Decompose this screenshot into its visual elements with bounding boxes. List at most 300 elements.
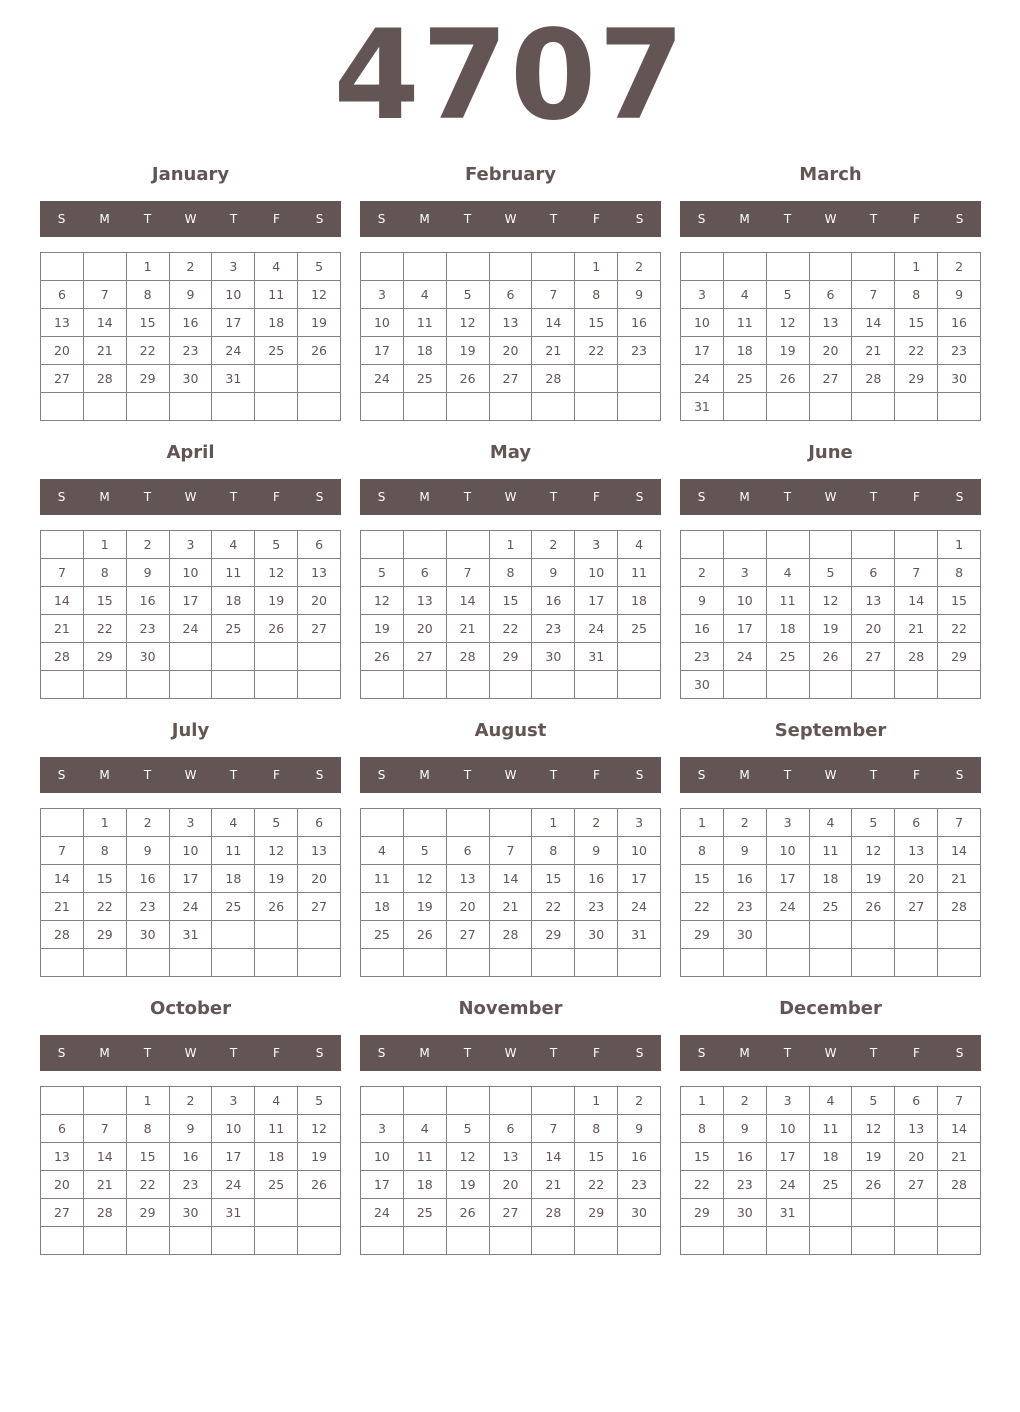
empty-cell bbox=[618, 671, 661, 699]
day-grid bbox=[680, 252, 981, 421]
weekday-label: M bbox=[739, 1046, 750, 1060]
empty-cell bbox=[490, 253, 533, 281]
weekday-header bbox=[360, 757, 661, 793]
weekday-label: T bbox=[229, 490, 238, 504]
empty-cell bbox=[84, 253, 127, 281]
day-cell: 8 bbox=[895, 281, 938, 309]
day-cell: 6 bbox=[810, 281, 853, 309]
day-cell: 14 bbox=[532, 309, 575, 337]
day-cell: 30 bbox=[170, 365, 213, 393]
empty-cell bbox=[532, 949, 575, 977]
day-cell: 31 bbox=[170, 921, 213, 949]
day-cell: 13 bbox=[490, 1143, 533, 1171]
day-cell: 2 bbox=[681, 559, 724, 587]
empty-cell bbox=[84, 949, 127, 977]
weekday-label: S bbox=[635, 768, 644, 782]
weekday-label: M bbox=[419, 212, 430, 226]
day-cell: 30 bbox=[681, 671, 724, 699]
day-cell: 2 bbox=[127, 531, 170, 559]
day-cell: 6 bbox=[41, 1115, 84, 1143]
weekday-label: F bbox=[913, 768, 920, 782]
day-cell: 13 bbox=[41, 1143, 84, 1171]
day-cell: 6 bbox=[895, 1087, 938, 1115]
weekday-label: T bbox=[549, 1046, 558, 1060]
day-cell: 11 bbox=[212, 559, 255, 587]
weekday-label: F bbox=[273, 490, 280, 504]
day-cell: 25 bbox=[810, 1171, 853, 1199]
empty-cell bbox=[681, 531, 724, 559]
day-cell: 27 bbox=[298, 615, 341, 643]
day-cell: 12 bbox=[298, 281, 341, 309]
day-cell: 19 bbox=[361, 615, 404, 643]
day-cell: 3 bbox=[170, 531, 213, 559]
weekday-label: S bbox=[697, 768, 706, 782]
day-cell: 1 bbox=[490, 531, 533, 559]
day-cell: 10 bbox=[361, 309, 404, 337]
empty-cell bbox=[532, 1227, 575, 1255]
empty-cell bbox=[532, 393, 575, 421]
day-cell: 6 bbox=[41, 281, 84, 309]
day-cell: 17 bbox=[212, 1143, 255, 1171]
day-cell: 8 bbox=[127, 281, 170, 309]
empty-cell bbox=[767, 531, 810, 559]
weekday-label: S bbox=[315, 212, 324, 226]
empty-cell bbox=[895, 393, 938, 421]
day-cell: 5 bbox=[852, 1087, 895, 1115]
day-cell: 8 bbox=[532, 837, 575, 865]
day-cell: 17 bbox=[618, 865, 661, 893]
day-cell: 19 bbox=[404, 893, 447, 921]
weekday-label: T bbox=[869, 212, 878, 226]
day-cell: 24 bbox=[767, 893, 810, 921]
day-cell: 16 bbox=[532, 587, 575, 615]
weekday-label: T bbox=[463, 1046, 472, 1060]
weekday-label: S bbox=[635, 490, 644, 504]
day-cell: 5 bbox=[447, 281, 490, 309]
day-cell: 11 bbox=[618, 559, 661, 587]
weekday-label: S bbox=[377, 768, 386, 782]
day-cell: 20 bbox=[490, 337, 533, 365]
empty-cell bbox=[212, 393, 255, 421]
day-cell: 8 bbox=[84, 837, 127, 865]
empty-cell bbox=[810, 531, 853, 559]
day-cell: 28 bbox=[938, 893, 981, 921]
empty-cell bbox=[532, 671, 575, 699]
day-cell: 27 bbox=[298, 893, 341, 921]
day-cell: 30 bbox=[575, 921, 618, 949]
weekday-label: T bbox=[229, 1046, 238, 1060]
weekday-label: W bbox=[184, 490, 197, 504]
weekday-label: S bbox=[955, 1046, 964, 1060]
day-cell: 30 bbox=[127, 921, 170, 949]
day-cell: 3 bbox=[212, 1087, 255, 1115]
day-cell: 29 bbox=[938, 643, 981, 671]
day-cell: 4 bbox=[404, 281, 447, 309]
empty-cell bbox=[724, 393, 767, 421]
day-cell: 19 bbox=[852, 865, 895, 893]
day-cell: 26 bbox=[298, 1171, 341, 1199]
day-cell: 13 bbox=[895, 837, 938, 865]
weekday-label: T bbox=[463, 490, 472, 504]
weekday-header bbox=[40, 201, 341, 237]
day-cell: 26 bbox=[404, 921, 447, 949]
day-grid bbox=[360, 252, 661, 421]
empty-cell bbox=[490, 393, 533, 421]
weekday-label: S bbox=[635, 212, 644, 226]
day-cell: 4 bbox=[810, 809, 853, 837]
day-cell: 1 bbox=[681, 809, 724, 837]
empty-cell bbox=[255, 365, 298, 393]
day-cell: 22 bbox=[681, 1171, 724, 1199]
month-name: November bbox=[458, 998, 563, 1019]
day-cell: 18 bbox=[404, 1171, 447, 1199]
day-cell: 5 bbox=[255, 809, 298, 837]
day-cell: 22 bbox=[532, 893, 575, 921]
weekday-header bbox=[680, 1035, 981, 1071]
empty-cell bbox=[767, 949, 810, 977]
day-grid bbox=[40, 808, 341, 977]
day-cell: 11 bbox=[255, 281, 298, 309]
day-cell: 16 bbox=[170, 1143, 213, 1171]
day-cell: 14 bbox=[852, 309, 895, 337]
empty-cell bbox=[127, 949, 170, 977]
day-cell: 2 bbox=[127, 809, 170, 837]
empty-cell bbox=[852, 921, 895, 949]
day-cell: 15 bbox=[127, 309, 170, 337]
day-cell: 10 bbox=[212, 281, 255, 309]
day-cell: 4 bbox=[618, 531, 661, 559]
day-cell: 1 bbox=[84, 809, 127, 837]
empty-cell bbox=[532, 1087, 575, 1115]
day-cell: 12 bbox=[298, 1115, 341, 1143]
day-cell: 23 bbox=[618, 337, 661, 365]
day-cell: 1 bbox=[532, 809, 575, 837]
day-cell: 22 bbox=[84, 615, 127, 643]
empty-cell bbox=[895, 1227, 938, 1255]
day-grid bbox=[40, 252, 341, 421]
day-cell: 13 bbox=[490, 309, 533, 337]
day-cell: 11 bbox=[361, 865, 404, 893]
weekday-label: T bbox=[869, 1046, 878, 1060]
day-cell: 8 bbox=[84, 559, 127, 587]
day-cell: 7 bbox=[532, 281, 575, 309]
day-cell: 14 bbox=[41, 865, 84, 893]
weekday-label: F bbox=[593, 1046, 600, 1060]
day-cell: 4 bbox=[404, 1115, 447, 1143]
empty-cell bbox=[724, 949, 767, 977]
empty-cell bbox=[938, 393, 981, 421]
day-cell: 29 bbox=[895, 365, 938, 393]
day-cell: 26 bbox=[447, 365, 490, 393]
empty-cell bbox=[852, 393, 895, 421]
day-cell: 18 bbox=[618, 587, 661, 615]
day-cell: 5 bbox=[810, 559, 853, 587]
day-cell: 25 bbox=[212, 893, 255, 921]
empty-cell bbox=[724, 531, 767, 559]
day-cell: 27 bbox=[447, 921, 490, 949]
day-cell: 2 bbox=[724, 1087, 767, 1115]
weekday-label: S bbox=[377, 212, 386, 226]
day-cell: 31 bbox=[681, 393, 724, 421]
day-cell: 3 bbox=[767, 1087, 810, 1115]
day-cell: 25 bbox=[255, 1171, 298, 1199]
empty-cell bbox=[618, 1227, 661, 1255]
month-name: July bbox=[171, 720, 210, 741]
empty-cell bbox=[490, 949, 533, 977]
weekday-header bbox=[360, 201, 661, 237]
day-cell: 18 bbox=[767, 615, 810, 643]
day-cell: 9 bbox=[170, 281, 213, 309]
day-cell: 9 bbox=[575, 837, 618, 865]
empty-cell bbox=[852, 949, 895, 977]
day-cell: 23 bbox=[618, 1171, 661, 1199]
day-cell: 26 bbox=[447, 1199, 490, 1227]
day-cell: 15 bbox=[681, 865, 724, 893]
day-cell: 15 bbox=[490, 587, 533, 615]
empty-cell bbox=[41, 531, 84, 559]
weekday-label: T bbox=[869, 490, 878, 504]
day-cell: 12 bbox=[404, 865, 447, 893]
day-cell: 31 bbox=[575, 643, 618, 671]
day-cell: 14 bbox=[84, 1143, 127, 1171]
day-cell: 24 bbox=[618, 893, 661, 921]
day-cell: 1 bbox=[575, 253, 618, 281]
day-cell: 19 bbox=[767, 337, 810, 365]
day-cell: 17 bbox=[767, 865, 810, 893]
day-cell: 10 bbox=[170, 837, 213, 865]
empty-cell bbox=[767, 1227, 810, 1255]
day-cell: 15 bbox=[938, 587, 981, 615]
day-cell: 2 bbox=[170, 1087, 213, 1115]
weekday-label: T bbox=[143, 768, 152, 782]
day-cell: 22 bbox=[938, 615, 981, 643]
day-cell: 30 bbox=[724, 921, 767, 949]
weekday-label: T bbox=[549, 768, 558, 782]
weekday-label: F bbox=[273, 1046, 280, 1060]
day-cell: 26 bbox=[852, 893, 895, 921]
empty-cell bbox=[41, 1227, 84, 1255]
day-cell: 24 bbox=[212, 1171, 255, 1199]
day-cell: 23 bbox=[127, 893, 170, 921]
day-cell: 28 bbox=[490, 921, 533, 949]
day-cell: 13 bbox=[404, 587, 447, 615]
day-cell: 8 bbox=[681, 1115, 724, 1143]
weekday-label: S bbox=[635, 1046, 644, 1060]
weekday-label: T bbox=[143, 1046, 152, 1060]
day-cell: 24 bbox=[767, 1171, 810, 1199]
day-cell: 20 bbox=[447, 893, 490, 921]
day-cell: 23 bbox=[170, 1171, 213, 1199]
day-cell: 27 bbox=[895, 893, 938, 921]
day-cell: 8 bbox=[490, 559, 533, 587]
day-cell: 19 bbox=[447, 337, 490, 365]
day-cell: 10 bbox=[212, 1115, 255, 1143]
day-cell: 19 bbox=[810, 615, 853, 643]
day-cell: 16 bbox=[618, 1143, 661, 1171]
day-cell: 24 bbox=[361, 1199, 404, 1227]
day-cell: 20 bbox=[298, 865, 341, 893]
weekday-label: T bbox=[463, 768, 472, 782]
empty-cell bbox=[41, 949, 84, 977]
empty-cell bbox=[810, 1227, 853, 1255]
empty-cell bbox=[41, 253, 84, 281]
day-cell: 19 bbox=[447, 1171, 490, 1199]
weekday-label: M bbox=[739, 212, 750, 226]
empty-cell bbox=[361, 1087, 404, 1115]
empty-cell bbox=[404, 253, 447, 281]
empty-cell bbox=[41, 1087, 84, 1115]
day-cell: 3 bbox=[170, 809, 213, 837]
day-cell: 16 bbox=[575, 865, 618, 893]
day-cell: 5 bbox=[361, 559, 404, 587]
day-cell: 10 bbox=[170, 559, 213, 587]
empty-cell bbox=[255, 671, 298, 699]
weekday-label: M bbox=[739, 490, 750, 504]
day-cell: 30 bbox=[618, 1199, 661, 1227]
weekday-label: W bbox=[824, 212, 837, 226]
day-cell: 25 bbox=[618, 615, 661, 643]
empty-cell bbox=[447, 809, 490, 837]
empty-cell bbox=[895, 531, 938, 559]
day-cell: 17 bbox=[212, 309, 255, 337]
day-cell: 12 bbox=[361, 587, 404, 615]
day-cell: 14 bbox=[938, 837, 981, 865]
empty-cell bbox=[84, 393, 127, 421]
day-cell: 22 bbox=[895, 337, 938, 365]
day-cell: 27 bbox=[852, 643, 895, 671]
day-cell: 27 bbox=[490, 365, 533, 393]
day-grid bbox=[360, 1086, 661, 1255]
day-cell: 8 bbox=[575, 1115, 618, 1143]
day-cell: 25 bbox=[724, 365, 767, 393]
day-cell: 22 bbox=[490, 615, 533, 643]
day-cell: 2 bbox=[575, 809, 618, 837]
empty-cell bbox=[212, 1227, 255, 1255]
weekday-label: T bbox=[549, 490, 558, 504]
day-cell: 18 bbox=[404, 337, 447, 365]
day-cell: 18 bbox=[724, 337, 767, 365]
day-cell: 9 bbox=[127, 559, 170, 587]
empty-cell bbox=[575, 671, 618, 699]
weekday-label: M bbox=[739, 768, 750, 782]
day-cell: 25 bbox=[404, 365, 447, 393]
day-cell: 26 bbox=[255, 893, 298, 921]
day-cell: 5 bbox=[404, 837, 447, 865]
day-cell: 11 bbox=[810, 1115, 853, 1143]
day-cell: 14 bbox=[41, 587, 84, 615]
weekday-label: W bbox=[504, 212, 517, 226]
empty-cell bbox=[810, 253, 853, 281]
day-cell: 10 bbox=[575, 559, 618, 587]
day-grid bbox=[360, 808, 661, 977]
day-cell: 29 bbox=[127, 1199, 170, 1227]
weekday-label: S bbox=[57, 1046, 66, 1060]
weekday-label: W bbox=[824, 490, 837, 504]
weekday-label: T bbox=[783, 212, 792, 226]
day-cell: 25 bbox=[255, 337, 298, 365]
weekday-label: F bbox=[913, 1046, 920, 1060]
empty-cell bbox=[490, 809, 533, 837]
day-cell: 9 bbox=[724, 1115, 767, 1143]
day-cell: 4 bbox=[724, 281, 767, 309]
day-cell: 6 bbox=[490, 281, 533, 309]
weekday-label: S bbox=[955, 212, 964, 226]
day-cell: 18 bbox=[255, 1143, 298, 1171]
empty-cell bbox=[298, 365, 341, 393]
day-cell: 29 bbox=[84, 643, 127, 671]
weekday-label: T bbox=[783, 1046, 792, 1060]
day-cell: 26 bbox=[852, 1171, 895, 1199]
day-cell: 1 bbox=[127, 253, 170, 281]
day-cell: 27 bbox=[895, 1171, 938, 1199]
day-cell: 4 bbox=[810, 1087, 853, 1115]
empty-cell bbox=[404, 949, 447, 977]
weekday-label: W bbox=[184, 1046, 197, 1060]
weekday-label: S bbox=[315, 1046, 324, 1060]
day-cell: 19 bbox=[255, 587, 298, 615]
empty-cell bbox=[447, 1227, 490, 1255]
day-cell: 29 bbox=[681, 1199, 724, 1227]
empty-cell bbox=[810, 949, 853, 977]
day-cell: 28 bbox=[41, 921, 84, 949]
weekday-header bbox=[680, 757, 981, 793]
weekday-label: T bbox=[783, 768, 792, 782]
day-cell: 13 bbox=[447, 865, 490, 893]
day-cell: 22 bbox=[84, 893, 127, 921]
weekday-label: S bbox=[377, 1046, 386, 1060]
day-cell: 14 bbox=[938, 1115, 981, 1143]
empty-cell bbox=[170, 949, 213, 977]
day-cell: 9 bbox=[618, 1115, 661, 1143]
day-cell: 1 bbox=[127, 1087, 170, 1115]
empty-cell bbox=[404, 1227, 447, 1255]
day-cell: 26 bbox=[361, 643, 404, 671]
weekday-label: S bbox=[57, 768, 66, 782]
weekday-label: S bbox=[697, 490, 706, 504]
weekday-label: T bbox=[869, 768, 878, 782]
day-cell: 14 bbox=[447, 587, 490, 615]
day-cell: 9 bbox=[938, 281, 981, 309]
empty-cell bbox=[361, 809, 404, 837]
day-cell: 17 bbox=[767, 1143, 810, 1171]
day-cell: 11 bbox=[212, 837, 255, 865]
day-cell: 5 bbox=[852, 809, 895, 837]
day-cell: 12 bbox=[255, 837, 298, 865]
day-cell: 26 bbox=[810, 643, 853, 671]
day-cell: 16 bbox=[127, 587, 170, 615]
day-cell: 3 bbox=[681, 281, 724, 309]
day-cell: 9 bbox=[681, 587, 724, 615]
day-cell: 19 bbox=[852, 1143, 895, 1171]
empty-cell bbox=[490, 671, 533, 699]
day-cell: 14 bbox=[84, 309, 127, 337]
day-cell: 15 bbox=[575, 309, 618, 337]
empty-cell bbox=[212, 949, 255, 977]
day-cell: 13 bbox=[41, 309, 84, 337]
empty-cell bbox=[532, 253, 575, 281]
day-cell: 23 bbox=[127, 615, 170, 643]
day-cell: 5 bbox=[767, 281, 810, 309]
day-cell: 13 bbox=[895, 1115, 938, 1143]
day-cell: 28 bbox=[84, 365, 127, 393]
day-cell: 28 bbox=[447, 643, 490, 671]
day-cell: 23 bbox=[532, 615, 575, 643]
empty-cell bbox=[938, 671, 981, 699]
day-grid bbox=[360, 530, 661, 699]
day-cell: 8 bbox=[575, 281, 618, 309]
empty-cell bbox=[681, 253, 724, 281]
empty-cell bbox=[255, 1227, 298, 1255]
